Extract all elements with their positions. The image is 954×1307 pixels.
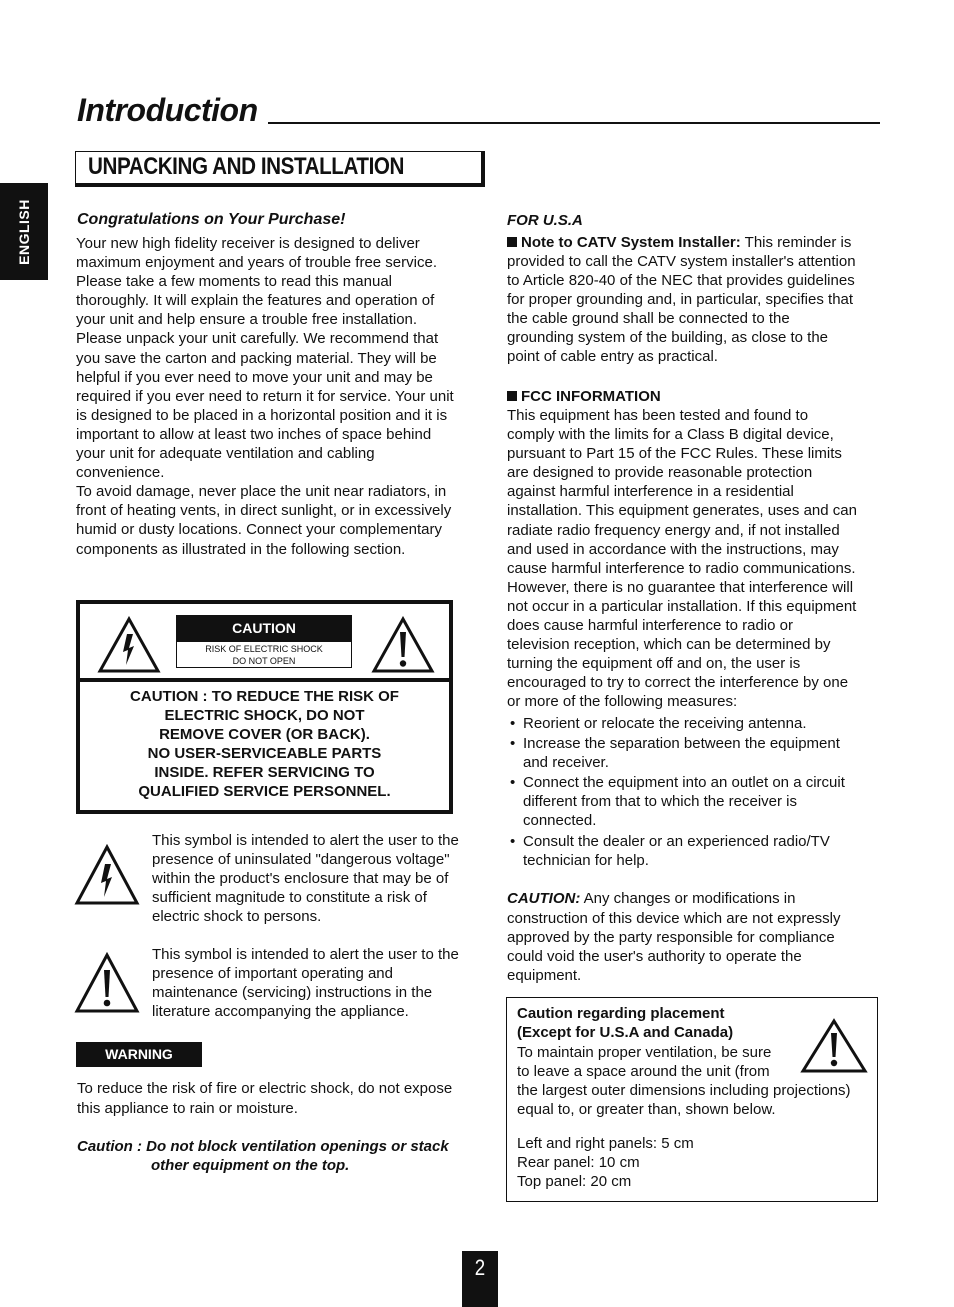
fcc-measures-list xyxy=(510,714,845,871)
list-item xyxy=(510,832,845,870)
text-line: is designed to be placed in a horizontal position and it is xyxy=(76,406,448,424)
list-item-text: and receiver. xyxy=(523,754,609,772)
text-line: for proper grounding and, in particular, specifies that xyxy=(507,291,854,309)
text-line: This symbol is intended to alert the user to the xyxy=(152,946,459,963)
ventilation-caution: Caution : Do not block ventilation openings or stack xyxy=(77,1138,449,1155)
list-item-text: Increase the separation between the equipment xyxy=(523,735,840,753)
modification-caution-first-line xyxy=(507,889,795,908)
list-item xyxy=(510,714,845,733)
text-line: Top panel: 20 cm xyxy=(517,1173,632,1191)
catv-note-label: Note to CATV System Installer: xyxy=(521,234,741,251)
text-line: Please unpack your unit carefully. We recommend that xyxy=(76,330,439,348)
catv-note-text: This reminder is xyxy=(740,234,852,251)
text-line: maintenance (servicing) instructions in the xyxy=(152,984,433,1002)
bullet-dot-icon: • xyxy=(510,832,516,850)
fcc-body xyxy=(507,406,857,712)
text-line: helpful if you ever need to move your unit and may be xyxy=(76,368,433,386)
text-line: approved by the party responsible for compliance xyxy=(507,929,835,947)
language-tab-label: ENGLISH xyxy=(16,198,32,265)
list-item-text: Reorient or relocate the receiving antenna. xyxy=(523,715,807,732)
lightning-symbol-icon xyxy=(74,844,140,906)
list-item-text: Connect the equipment into an outlet on a circuit xyxy=(523,774,845,792)
text-line: INSIDE. REFER SERVICING TO xyxy=(154,764,375,782)
text-line: QUALIFIED SERVICE PERSONNEL. xyxy=(138,783,391,801)
list-item xyxy=(510,734,845,772)
text-line: your unit for adequate ventilation and cabling xyxy=(76,445,375,463)
congrats-heading: Congratulations on Your Purchase! xyxy=(77,211,346,228)
text-line: thoroughly. It will explain the features and operation of xyxy=(76,292,435,310)
text-line: the cable ground shall be connected to the xyxy=(507,310,790,328)
text-line: provided to call the CATV system installer's attention xyxy=(507,253,856,270)
text-line: literature accompanying the appliance. xyxy=(152,1003,409,1021)
text-line: cause harmful interference to radio communications. xyxy=(507,559,856,577)
text-line: Left and right panels: 5 cm xyxy=(517,1135,694,1152)
text-line: presence of uninsulated "dangerous voltage" xyxy=(152,851,450,869)
region-heading: FOR U.S.A xyxy=(507,212,583,229)
text-line: television reception, which can be determined by xyxy=(507,636,831,654)
caution-statement xyxy=(80,687,449,802)
text-line: front of heating vents, in direct sunlight, or in excessively xyxy=(76,502,452,520)
title-rule xyxy=(268,122,880,124)
exclamation-symbol-description xyxy=(152,945,459,1021)
list-item-text: Consult the dealer or an experienced radio/TV xyxy=(523,832,830,850)
voltage-symbol-description xyxy=(152,831,459,926)
text-line: you save the carton and packing material. They will be xyxy=(76,349,437,367)
text-line: encouraged to try to correct the interference by one xyxy=(507,674,849,692)
exclamation-warning-icon xyxy=(799,1018,869,1074)
text-line: construction of this device which are not expressly xyxy=(507,910,841,927)
text-line: CAUTION : TO REDUCE THE RISK OF xyxy=(130,688,399,705)
text-line: could void the user's authority to operate the xyxy=(507,948,802,966)
placement-subheading: (Except for U.S.A and Canada) xyxy=(517,1024,734,1041)
bullet-dot-icon: • xyxy=(510,715,516,732)
list-item-text: connected. xyxy=(523,812,597,830)
caution-sublabel xyxy=(176,641,352,668)
text-line: not occur in a particular installation. If this equipment xyxy=(507,597,857,615)
text-line: are designed to provide reasonable protection xyxy=(507,464,813,482)
text-line: This equipment has been tested and found to xyxy=(507,407,809,424)
text-line: sufficient magnitude to constitute a risk of xyxy=(152,889,427,907)
text-line: to Article 820-40 of the NEC that provides guidelines xyxy=(507,272,855,290)
text-line: electric shock to persons. xyxy=(152,908,322,926)
text-line: important to allow at least two inches of space behind xyxy=(76,425,432,443)
square-bullet-icon xyxy=(507,391,517,401)
modification-caution-label: CAUTION: xyxy=(507,890,581,907)
text-line: This symbol is intended to alert the user to the xyxy=(152,832,459,849)
warning-text xyxy=(77,1079,452,1119)
text-line: grounding system of the building, as close to the xyxy=(507,329,829,347)
text-line: equal to, or greater than, shown below. xyxy=(517,1101,776,1119)
text-line: However, there is no guarantee that interference will xyxy=(507,578,854,596)
text-line: maximum enjoyment and years of trouble free service. xyxy=(76,254,437,272)
bullet-dot-icon: • xyxy=(510,774,516,792)
list-item-text: technician for help. xyxy=(523,851,649,869)
list-item-text: different from that to which the receiver is xyxy=(523,793,798,811)
text-line: or more of the following measures: xyxy=(507,693,738,711)
text-line: To maintain proper ventilation, be sure xyxy=(517,1044,772,1061)
placement-heading: Caution regarding placement xyxy=(517,1005,725,1022)
text-line: point of cable entry as practical. xyxy=(507,348,718,366)
text-line: To reduce the risk of fire or electric shock, do not expose xyxy=(77,1080,453,1097)
text-line: the largest outer dimensions including projections) xyxy=(517,1082,851,1100)
text-line: this appliance to rain or moisture. xyxy=(77,1100,298,1117)
language-tab xyxy=(0,183,48,280)
text-line: required if you ever need to return it for service. Your unit xyxy=(76,387,454,405)
catv-note-first-line xyxy=(507,233,851,252)
text-line: Please take a few moments to read this manual xyxy=(76,273,392,291)
text-line: within the product's enclosure that may be of xyxy=(152,870,449,888)
text-line: Rear panel: 10 cm xyxy=(517,1154,640,1172)
text-line: NO USER-SERVICEABLE PARTS xyxy=(147,745,382,763)
text-line: does cause harmful interference to radio or xyxy=(507,617,793,635)
modification-caution-text: Any changes or modifications in xyxy=(580,890,796,907)
intro-paragraph xyxy=(76,234,454,559)
ventilation-caution: other equipment on the top. xyxy=(151,1157,350,1174)
text-line: and used in accordance with the instructions, may xyxy=(507,540,839,558)
text-line: convenience. xyxy=(76,464,165,482)
caution-box xyxy=(76,600,453,814)
bullet-dot-icon: • xyxy=(510,735,516,753)
page-number-tab xyxy=(462,1251,498,1307)
text-line: ELECTRIC SHOCK, DO NOT xyxy=(164,707,365,725)
text-line: Your new high fidelity receiver is designed to deliver xyxy=(76,235,420,252)
list-item xyxy=(510,773,845,830)
catv-note-body xyxy=(507,252,856,367)
text-line: presence of important operating and xyxy=(152,965,393,983)
text-line: to leave a space around the unit (from xyxy=(517,1063,770,1081)
square-bullet-icon xyxy=(507,237,517,247)
text-line: REMOVE COVER (OR BACK). xyxy=(159,726,370,744)
lightning-warning-icon xyxy=(97,616,161,674)
section-heading: UNPACKING AND INSTALLATION xyxy=(88,153,404,180)
fcc-heading: FCC INFORMATION xyxy=(521,388,661,405)
modification-caution-body xyxy=(507,909,841,985)
text-line: components as illustrated in the following section. xyxy=(76,540,406,558)
text-line: against harmful interference in a residential xyxy=(507,483,794,501)
text-line: pursuant to Part 15 of the FCC Rules. These limits xyxy=(507,445,842,463)
exclamation-warning-icon xyxy=(371,616,435,674)
text-line: installation. This equipment generates, uses and can xyxy=(507,502,857,520)
caution-label: CAUTION xyxy=(176,615,352,641)
page-number: 2 xyxy=(474,1255,486,1280)
caution-sub-line: RISK OF ELECTRIC SHOCK xyxy=(205,644,323,654)
fcc-heading-line xyxy=(507,387,661,406)
warning-label: WARNING xyxy=(76,1042,202,1067)
text-line: radiate radio frequency energy and, if not installed xyxy=(507,521,840,539)
text-line: equipment. xyxy=(507,967,582,985)
text-line: turning the equipment off and on, the user is xyxy=(507,655,801,673)
text-line: humid or dusty locations. Connect your complementary xyxy=(76,521,443,539)
placement-caution-box xyxy=(506,997,878,1202)
caution-divider xyxy=(80,678,449,682)
page-title: Introduction xyxy=(77,92,258,128)
text-line: your unit and help ensure a trouble free installation. xyxy=(76,311,418,329)
text-line: comply with the limits for a Class B digital device, xyxy=(507,426,834,444)
clearance-list xyxy=(517,1134,694,1191)
exclamation-symbol-icon xyxy=(74,952,140,1014)
text-line: To avoid damage, never place the unit near radiators, in xyxy=(76,483,447,501)
caution-sub-line: DO NOT OPEN xyxy=(232,656,296,666)
